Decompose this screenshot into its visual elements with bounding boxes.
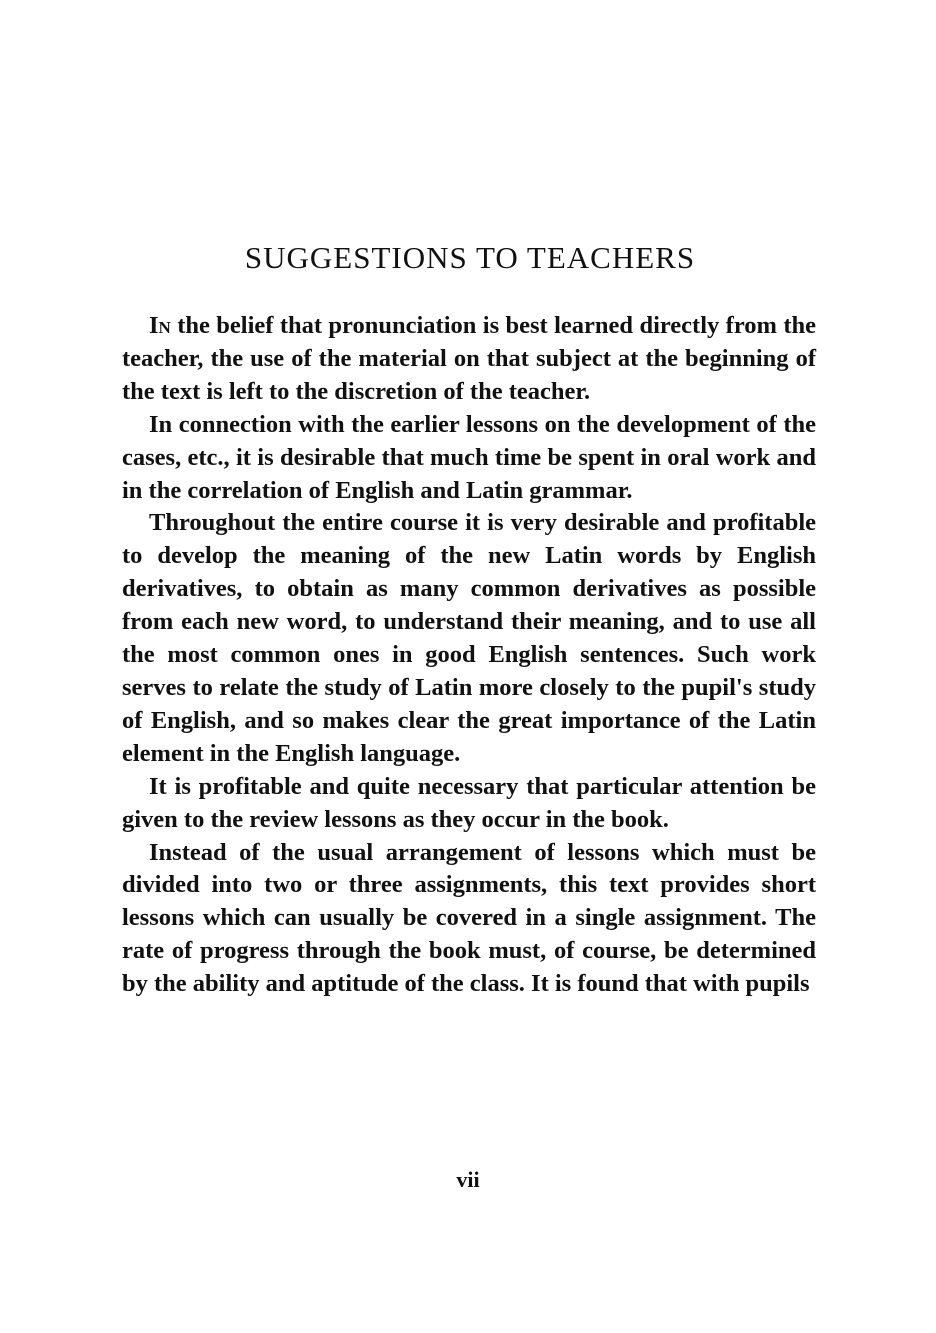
paragraph-text: In connection with the earlier lessons on the development of the cases, etc., it is desirable that much time be spent in oral work and in the correlation of English and Latin grammar. <box>122 410 816 504</box>
paragraph-lead-word: In <box>149 312 171 339</box>
paragraph-text: Instead of the usual arrangement of lessons which must be divided into two or three assignments, this text provides short lessons which can usually be covered in a single assignment. The rate of progress through the book must, of course, be determined by the ability and aptitude of the class. It is found that with pupils <box>122 838 816 998</box>
paragraph-text: the belief that pronunciation is best learned directly from the teacher, the use of the material on that subject at the beginning of the text is left to the discretion of the teacher. <box>122 312 816 405</box>
paragraph-2 <box>122 409 816 508</box>
page-number: vii <box>456 1167 480 1192</box>
paragraph-1 <box>122 310 816 409</box>
page-title: SUGGESTIONS TO TEACHERS <box>244 240 696 275</box>
paragraph-text: Throughout the entire course it is very desirable and profitable to develop the meaning of the new Latin words by English derivatives, to obtain as many common derivatives as possible from each new word, to understand their meaning, and to use all the most common ones in good English sentences. Such work serves to relate the study of Latin more closely to the pupil's study of English, and so makes clear the great importance of the Latin element in the English language. <box>122 509 816 767</box>
body-text <box>122 310 816 1001</box>
paragraph-text: It is profitable and quite necessary that particular attention be given to the review lessons as they occur in the book. <box>122 772 816 833</box>
paragraph-5 <box>122 837 816 1002</box>
paragraph-3 <box>122 507 816 770</box>
paragraph-4 <box>122 771 816 837</box>
